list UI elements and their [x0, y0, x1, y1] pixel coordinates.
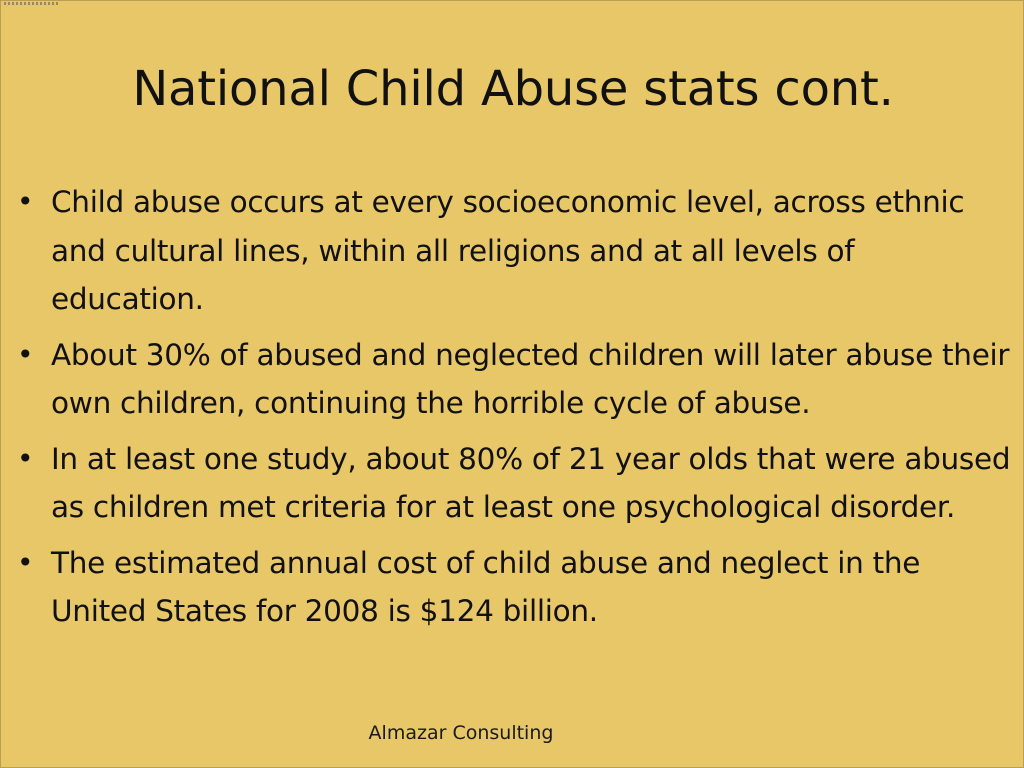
- bullet-item: [13, 539, 1013, 636]
- bullet-icon: •: [17, 545, 34, 579]
- bullet-icon: •: [17, 337, 34, 371]
- bullet-list: [13, 178, 1013, 643]
- bullet-text: The estimated annual cost of child abuse and neglect in the United States for 2008 is $124 billion.: [51, 545, 921, 628]
- slide-footer: Almazar Consulting: [368, 722, 554, 744]
- bullet-icon: •: [17, 185, 34, 218]
- bullet-text: In at least one study, about 80% of 21 year olds that were abused as children met criteria for at least one psychological disorder.: [51, 441, 1011, 524]
- bullet-icon: •: [17, 441, 34, 475]
- slide-title: National Child Abuse stats cont.: [132, 61, 894, 117]
- bullet-item: [13, 331, 1013, 428]
- bullet-text: Child abuse occurs at every socioeconomic level, across ethnic and cultural lines, within all religions and at all levels of education.: [51, 185, 965, 316]
- bullet-item: [13, 435, 1013, 532]
- bullet-text: About 30% of abused and neglected children will later abuse their own children, continuing the horrible cycle of abuse.: [51, 337, 1010, 420]
- bullet-item: [13, 178, 1013, 324]
- corner-watermark: [4, 2, 58, 5]
